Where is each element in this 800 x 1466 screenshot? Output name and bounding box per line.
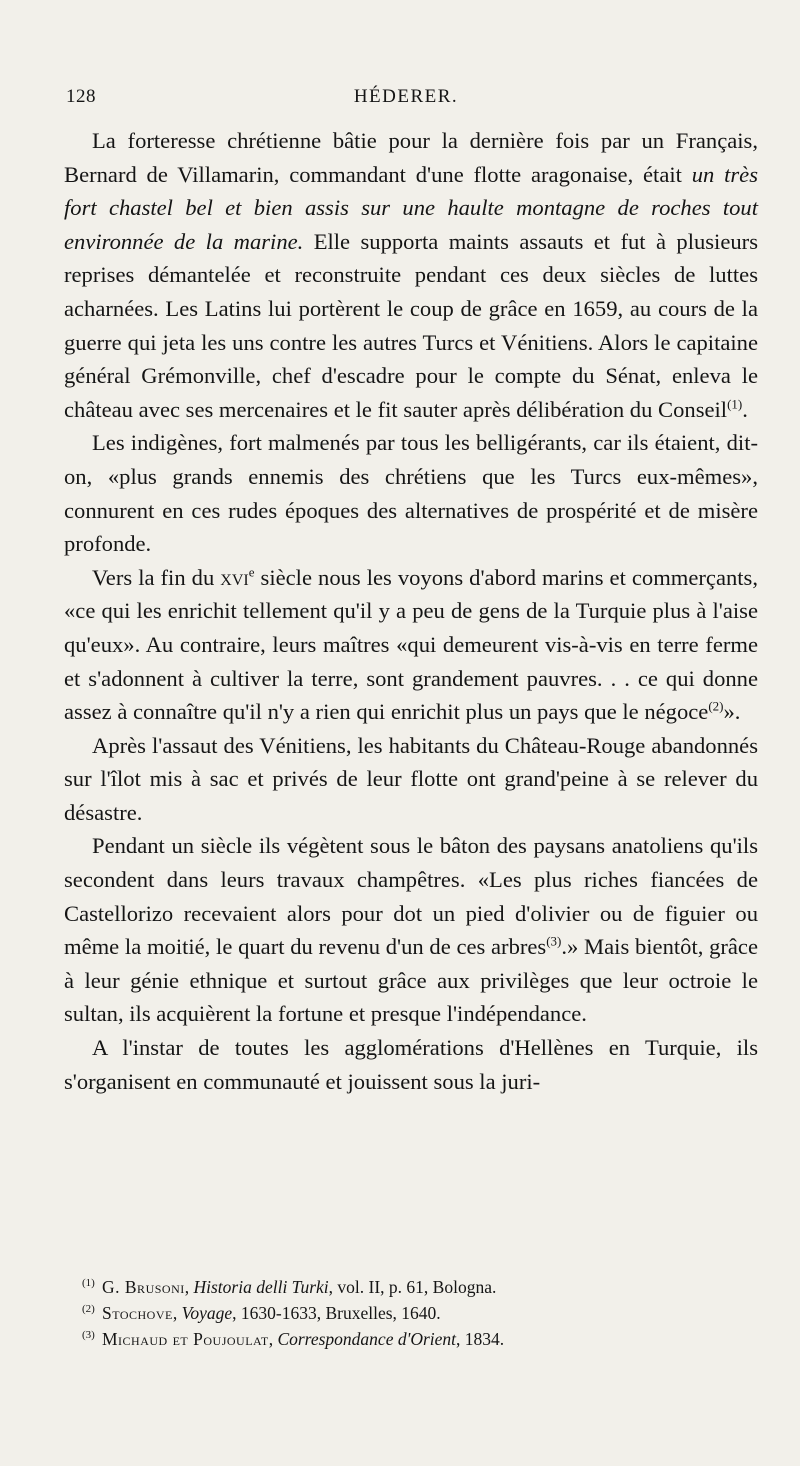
footnote-separator: , (268, 1329, 278, 1349)
paragraph-text: Les indigènes, fort malmenés par tous les belligérants, car ils étaient, dit-on, «plus grands ennemis des chrétiens que les Turcs eux-mêmes», connurent en ces rudes époques des alternatives de prospérité et de misère profonde. (64, 430, 758, 557)
footnote-separator: , (172, 1303, 182, 1323)
footnote-mark: (3) (82, 1329, 95, 1341)
footnote-details: , 1630-1633, Bruxelles, 1640. (232, 1303, 441, 1323)
paragraph-text: Elle supporta maints assauts et fut à plusieurs reprises démantelée et reconstruite pendant ces deux siècles de luttes acharnées. Les Latins lui portèrent le coup de grâce en 1659, au cours de la guerre qui jeta les uns contre les autres Turcs et Vénitiens. Alors le capitaine général Grémonville, chef d'escadre pour le compte du Sénat, enleva le château avec ses mercenaires et le fit sauter après délibération du Conseil (64, 228, 758, 422)
footnote-3 (82, 1326, 742, 1352)
footnote-mark: (1) (82, 1277, 95, 1289)
footnote-1 (82, 1274, 742, 1300)
footnote-title: Voyage (181, 1303, 233, 1323)
main-text (64, 124, 758, 1098)
footnote-title: Historia delli Turki (193, 1277, 329, 1297)
paragraph-3 (64, 561, 758, 729)
paragraph-text: Vers la fin du (92, 564, 221, 590)
century-suffix: e (248, 564, 255, 580)
footnote-details: , 1834. (456, 1329, 505, 1349)
paragraph-text: La forteresse chrétienne bâtie pour la dernière fois par un Français, Bernard de Villamarin, commandant d'une flotte aragonaise, était (64, 128, 758, 187)
footnotes (82, 1274, 742, 1352)
footnote-ref-1[interactable]: (1) (727, 396, 743, 412)
footnote-mark: (2) (82, 1303, 95, 1315)
paragraph-text: . (742, 396, 748, 422)
italic-quote: un très fort chastel bel et bien assis sur une haulte montagne de roches tout environnée de la marine. (64, 161, 758, 254)
paragraph-text: .» Mais bientôt, grâce à leur génie ethnique et surtout grâce aux privilèges que leur octroie le sultan, ils acquièrent la fortune et presque l'indépendance. (64, 934, 758, 1027)
page-number: 128 (66, 86, 96, 107)
paragraph-text: Pendant un siècle ils végètent sous le bâton des paysans anatoliens qu'ils secondent dans leurs travaux champêtres. «Les plus riches fiancées de Castellorizo recevaient alors pour dot un pied d'olivier ou de figuier ou même la moitié, le quart du revenu d'un de ces arbres (64, 833, 758, 960)
footnote-author: Stochove (102, 1303, 173, 1323)
paragraph-text: ». (723, 699, 741, 725)
footnote-title: Correspondance d'Orient (277, 1329, 457, 1349)
paragraph-text: A l'instar de toutes les agglomérations d'Hellènes en Turquie, ils s'organisent en communauté et jouissent sous la juri- (64, 1035, 758, 1094)
paragraph-text: Après l'assaut des Vénitiens, les habitants du Château-Rouge abandonnés sur l'îlot mis à sac et privés de leur flotte ont grand'peine à se relever du désastre. (64, 732, 758, 825)
paragraph-4 (64, 729, 758, 830)
running-header (66, 86, 746, 116)
century-numeral: xvi (220, 564, 249, 590)
footnote-separator: , (184, 1277, 194, 1297)
footnote-author: G. Brusoni (102, 1277, 185, 1297)
paragraph-1 (64, 124, 758, 426)
paragraph-5 (64, 829, 758, 1031)
footnote-ref-3[interactable]: (3) (546, 933, 562, 949)
paragraph-2 (64, 426, 758, 560)
paragraph-6 (64, 1031, 758, 1098)
footnote-details: , vol. II, p. 61, Bologna. (328, 1277, 497, 1297)
footnote-2 (82, 1300, 742, 1326)
footnote-ref-2[interactable]: (2) (708, 698, 724, 714)
footnote-author: Michaud et Poujoulat (102, 1329, 269, 1349)
paragraph-text: siècle nous les voyons d'abord marins et commerçants, «ce qui les enrichit tellement qu'il y a peu de gens de la Turquie plus à l'aise qu'eux». Au contraire, leurs maîtres «qui demeurent vis-à-vis en terre ferme et s'adonnent à cultiver la terre, sont grandement pauvres. . . ce qui donne assez à connaître qu'il n'y a rien qui enrichit plus un pays que le négoce (64, 564, 758, 725)
running-title: HÉDERER. (353, 86, 459, 107)
